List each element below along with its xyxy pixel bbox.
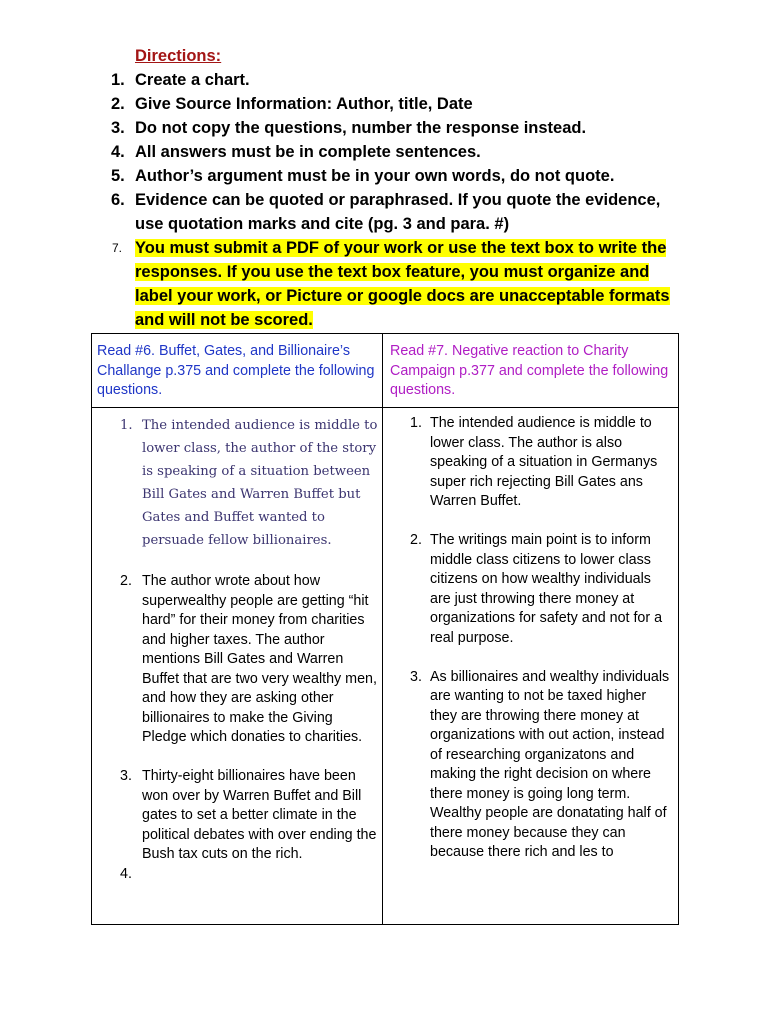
response-table	[91, 333, 679, 925]
answer-item	[390, 414, 675, 512]
answer-item	[390, 668, 675, 863]
answer-number: 3.	[120, 768, 132, 784]
answer-number: 1.	[410, 415, 422, 431]
answer-text: The intended audience is middle to lower class. The author is also speaking of a situation in Germanys super rich rejecting Bill Gates ans Warren Buffet.	[430, 415, 658, 509]
direction-number: 5.	[111, 167, 125, 185]
answer-item	[390, 531, 675, 648]
directions-list	[108, 68, 688, 332]
answer-number: 2.	[410, 532, 422, 548]
direction-number: 6.	[111, 191, 125, 209]
direction-item	[108, 116, 688, 140]
directions-section	[108, 44, 688, 332]
column-divider	[382, 334, 383, 924]
direction-item	[108, 68, 688, 92]
direction-number: 1.	[111, 71, 125, 89]
direction-item	[108, 164, 688, 188]
answer-item	[96, 865, 378, 885]
direction-number: 7.	[112, 241, 123, 255]
directions-title: Directions:	[135, 47, 222, 65]
answer-text: As billionaires and wealthy individuals are wanting to not be taxed higher they are throwing there money at organizations with out action, instead of researching organizatons and making the right decision on where there money is going long term. Wealthy people are donatating half of there money because they can because there rich and les to	[430, 668, 670, 860]
direction-number: 2.	[111, 95, 125, 113]
answer-item	[96, 414, 378, 552]
direction-number: 4.	[111, 143, 125, 161]
direction-text: Do not copy the questions, number the response instead.	[135, 119, 587, 137]
direction-item	[108, 92, 688, 116]
answer-text: Thirty-eight billionaires have been won over by Warren Buffet and Bill gates to set a better climate in the political debates with over ending the Bush tax cuts on the rich.	[142, 768, 377, 862]
left-column-answers	[96, 414, 378, 904]
answer-item	[96, 767, 378, 865]
direction-text: Create a chart.	[135, 71, 250, 89]
answer-number: 4.	[120, 865, 132, 882]
right-column-header: Read #7. Negative reaction to Charity Campaign p.377 and complete the following questions.	[390, 343, 669, 398]
direction-text: Author’s argument must be in your own words, do not quote.	[135, 167, 615, 185]
direction-text: All answers must be in complete sentences.	[135, 143, 481, 161]
direction-text: Evidence can be quoted or paraphrased. If you quote the evidence, use quotation marks and cite (pg. 3 and para. #)	[135, 191, 661, 233]
right-column-answers	[390, 414, 675, 882]
answer-number: 1.	[120, 418, 133, 433]
header-divider	[92, 407, 678, 408]
answer-number: 2.	[120, 573, 132, 589]
answer-item	[96, 572, 378, 748]
answer-number: 3.	[410, 668, 422, 685]
answer-text: The author wrote about how superwealthy people are getting “hit hard” for their money from charities and higher taxes. The author mentions Bill Gates and Warren Buffet that are two very wealthy men, and how they are asking other billionaires to make the Giving Pledge which donaties to charities.	[142, 573, 377, 745]
left-column-header: Read #6. Buffet, Gates, and Billionaire’s Challange p.375 and complete the following questions.	[97, 343, 375, 398]
direction-text-highlighted: You must submit a PDF of your work or use the text box to write the responses. If you use the text box feature, you must organize and label your work, or Picture or google docs are unacceptable formats and will not be scored.	[135, 239, 670, 329]
answer-text: The writings main point is to inform middle class citizens to lower class citizens on how wealthy individuals are just throwing there money at organizations for safety and not for a real purpose.	[430, 532, 663, 646]
direction-text: Give Source Information: Author, title, Date	[135, 95, 473, 113]
direction-item-highlighted	[108, 236, 688, 332]
direction-number: 3.	[111, 119, 125, 137]
answer-text: The intended audience is middle to lower class, the author of the story is speaking of a situation between Bill Gates and Warren Buffet but Gates and Buffet wanted to persuade fellow billionaires.	[142, 418, 378, 548]
direction-item	[108, 188, 688, 236]
direction-item	[108, 140, 688, 164]
